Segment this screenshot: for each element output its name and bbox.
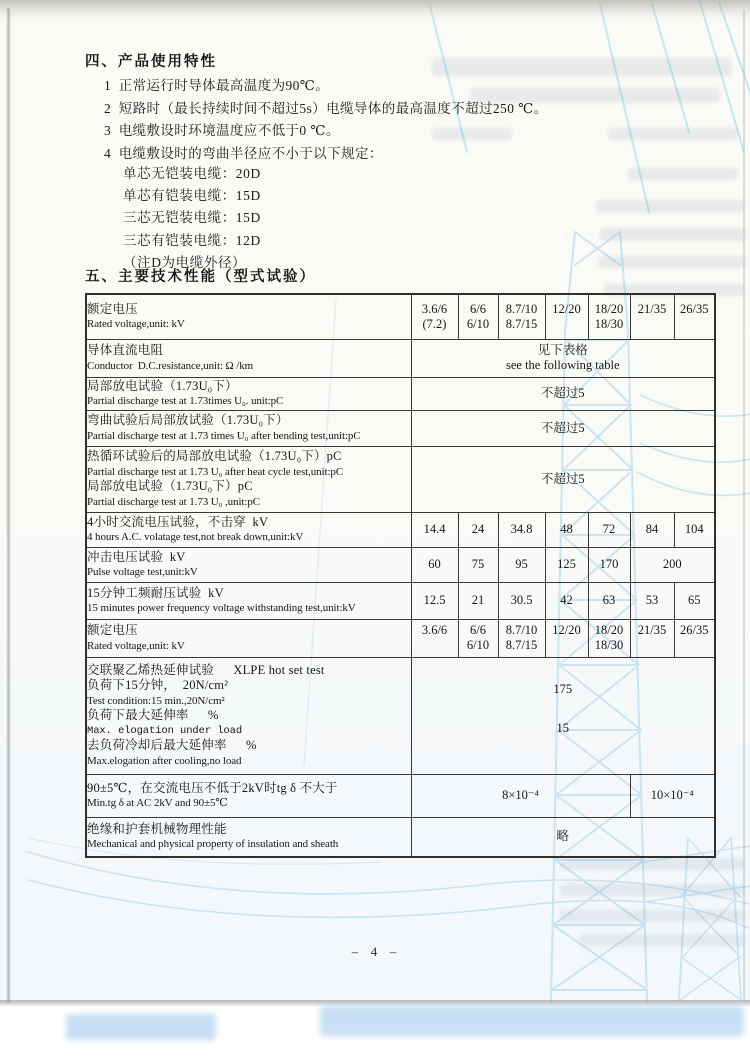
table-cell: 200	[630, 547, 715, 582]
row-label-en: 15 minutes power frequency voltage withstanding test,unit:kV	[87, 602, 356, 614]
table-cell: 21	[458, 582, 498, 619]
row-label-zh: 冲击电压试验 kV	[87, 549, 186, 564]
table-cell: 21/35	[630, 619, 674, 657]
bleed-through-artifact	[600, 228, 746, 241]
table-row	[86, 547, 715, 582]
table-cell: 60	[411, 547, 458, 582]
row-label-cell	[86, 339, 411, 377]
table-cell: 略	[411, 817, 715, 857]
section4-heading: 四、产品使用特性	[85, 54, 217, 70]
bleed-through-artifact	[608, 128, 738, 140]
table-cell: 95	[498, 547, 545, 582]
row-label-zh: 4小时交流电压试验，不击穿 kV	[87, 514, 269, 529]
table-cell: 不超过5	[411, 446, 715, 512]
row-label-cell	[86, 294, 411, 339]
table-row	[86, 339, 715, 377]
row-label-zh: 负荷下最大延伸率 %	[87, 708, 219, 723]
table-row	[86, 774, 715, 817]
scan-edge-left	[7, 8, 10, 1003]
table-row	[86, 512, 715, 547]
row-label-zh: 绝缘和护套机械物理性能	[87, 821, 227, 836]
table-cell: 6/6 6/10	[458, 294, 498, 339]
row-label-en: Conductor D.C.resistance,unit: Ω /km	[87, 359, 254, 372]
row-label-en: Rated voltage,unit: kV	[87, 318, 185, 331]
table-cell: 6/6 6/10	[458, 619, 498, 657]
table-cell: 3.6/6	[411, 619, 458, 657]
row-label-en: Test condition:15 min.,20N/cm²	[87, 694, 225, 707]
table-cell: 12/20	[545, 294, 588, 339]
table-cell: 63	[588, 582, 630, 619]
table-cell: 8.7/10 8.7/15	[498, 294, 545, 339]
bleed-through-artifact	[596, 200, 744, 213]
table-cell: 104	[674, 512, 715, 547]
section4-sublist	[123, 161, 261, 272]
list-item: 3 电缆敷设时环境温度应不低于0 ℃。	[104, 123, 340, 139]
table-row	[86, 377, 715, 410]
section4-list	[104, 73, 548, 163]
type-test-table	[85, 293, 716, 858]
bleed-through-artifact	[560, 910, 745, 922]
table-cell: 170	[588, 547, 630, 582]
bleed-through-artifact	[560, 884, 745, 896]
list-item: 单芯无铠装电缆：20D	[123, 166, 261, 182]
row-label-cell	[86, 582, 411, 619]
table-cell: 42	[545, 582, 588, 619]
list-item: 1 正常运行时导体最高温度为90℃。	[104, 78, 330, 94]
row-label-cell	[86, 547, 411, 582]
row-label-cell	[86, 774, 411, 817]
row-label-zh: 负荷下15分钟， 20N/cm²	[87, 678, 229, 693]
row-label-zh: 15分钟工频耐压试验 kV	[87, 585, 224, 600]
table-row	[86, 410, 715, 446]
page-number: – 4 –	[351, 944, 399, 959]
table-cell: 72	[588, 512, 630, 547]
row-label-zh: 导体直流电阻	[87, 343, 164, 357]
table-row	[86, 619, 715, 657]
scan-edge-right	[743, 10, 745, 1000]
row-label-zh: 局部放电试验（1.73U₀下）pC	[87, 479, 253, 493]
row-label-en: Max.elogation after cooling,no load	[87, 754, 242, 767]
table-cell: 34.8	[498, 512, 545, 547]
row-label-cell	[86, 619, 411, 657]
table-cell: 8×10⁻⁴	[411, 774, 630, 817]
table-cell: 21/35	[630, 294, 674, 339]
row-label-cell	[86, 446, 411, 512]
row-label-cell	[86, 817, 411, 857]
row-label-en: Rated voltage,unit: kV	[87, 639, 185, 652]
table-cell: 14.4	[411, 512, 458, 547]
table-cell: 3.6/6 (7.2)	[411, 294, 458, 339]
hotset-value-after-cooling: 15	[556, 721, 569, 735]
list-item: 三芯无铠装电缆：15D	[123, 210, 261, 226]
row-label-cell	[86, 410, 411, 446]
row-label-en: Max. elogation under load	[87, 724, 243, 737]
row-label-en: Partial discharge test at 1.73 times U₀ after bending test,unit:pC	[87, 429, 361, 442]
list-item: 单芯有铠装电缆：15D	[123, 188, 261, 204]
row-label-zh: 弯曲试验后局部放试验（1.73U₀下）	[87, 413, 289, 427]
row-label-cell	[86, 512, 411, 547]
row-label-en: 4 hours A.C. volatage test,not break down,unit:kV	[87, 531, 304, 543]
table-cell: 24	[458, 512, 498, 547]
list-item: 2 短路时（最长持续时间不超过5s）电缆导体的最高温度不超过250 ℃。	[104, 100, 548, 116]
list-item: 三芯有铠装电缆：12D	[123, 232, 261, 248]
next-page-artifact	[320, 1006, 744, 1036]
table-cell: 53	[630, 582, 674, 619]
section5-heading: 五、主要技术性能（型式试验）	[85, 269, 316, 285]
row-label-zh: 去负荷冷却后最大延伸率 %	[87, 738, 257, 753]
table-cell: 26/35	[674, 294, 715, 339]
row-label-en: Partial discharge test at 1.73 U₀ after heat cycle test,unit:pC	[87, 465, 344, 478]
table-cell: 75	[458, 547, 498, 582]
bleed-through-artifact	[598, 256, 746, 268]
table-row	[86, 294, 715, 339]
row-label-zh: 额定电压	[87, 301, 138, 316]
row-label-zh: 交联聚乙烯热延伸试验 XLPE hot set test	[87, 662, 325, 677]
table-row	[86, 582, 715, 619]
table-cell: 26/35	[674, 619, 715, 657]
row-label-zh: 热循环试验后的局部放电试验（1.73U₀下）pC	[87, 449, 342, 463]
table-cell: 见下表格 see the following table	[411, 339, 715, 377]
list-item: （注D为电缆外径）	[123, 254, 247, 270]
table-row	[86, 817, 715, 857]
next-page-artifact	[66, 1014, 216, 1040]
table-row	[86, 446, 715, 512]
table-cell: 48	[545, 512, 588, 547]
row-label-zh: 额定电压	[87, 623, 138, 637]
table-cell: 18/20 18/30	[588, 619, 630, 657]
table-row	[86, 657, 715, 774]
row-label-en: Min.tg δ at AC 2kV and 90±5℃	[87, 797, 228, 809]
hotset-value-under-load: 175	[553, 682, 573, 696]
bleed-through-artifact	[628, 168, 738, 180]
table-cell: 12/20	[545, 619, 588, 657]
table-cell: 8.7/10 8.7/15	[498, 619, 545, 657]
table-cell: 不超过5	[411, 377, 715, 410]
scan-edge-top	[0, 0, 750, 24]
row-label-cell	[86, 657, 411, 774]
table-cell: 84	[630, 512, 674, 547]
list-item: 4 电缆敷设时的弯曲半径应不小于以下规定：	[104, 146, 383, 162]
row-label-zh: 90±5℃，在交流电压不低于2kV时tg δ 不大于	[87, 780, 338, 795]
row-label-en: Partial discharge test at 1.73 U₀ ,unit:pC	[87, 495, 260, 508]
row-label-en: Partial discharge test at 1.73times U₀. unit:pC	[87, 395, 284, 407]
table-cell: 10×10⁻⁴	[630, 774, 715, 817]
table-cell: 18/20 18/30	[588, 294, 630, 339]
table-cell: 12.5	[411, 582, 458, 619]
table-cell: 125	[545, 547, 588, 582]
row-label-en: Mechanical and physical property of insulation and sheath	[87, 838, 339, 851]
row-label-en: Pulse voltage test,unit:kV	[87, 566, 198, 578]
bleed-through-artifact	[560, 858, 745, 870]
table-cell: 30.5	[498, 582, 545, 619]
table-cell	[411, 657, 715, 774]
table-cell: 不超过5	[411, 410, 715, 446]
row-label-zh: 局部放电试验（1.73U₀下）	[87, 378, 238, 393]
table-cell: 65	[674, 582, 715, 619]
row-label-cell	[86, 377, 411, 410]
